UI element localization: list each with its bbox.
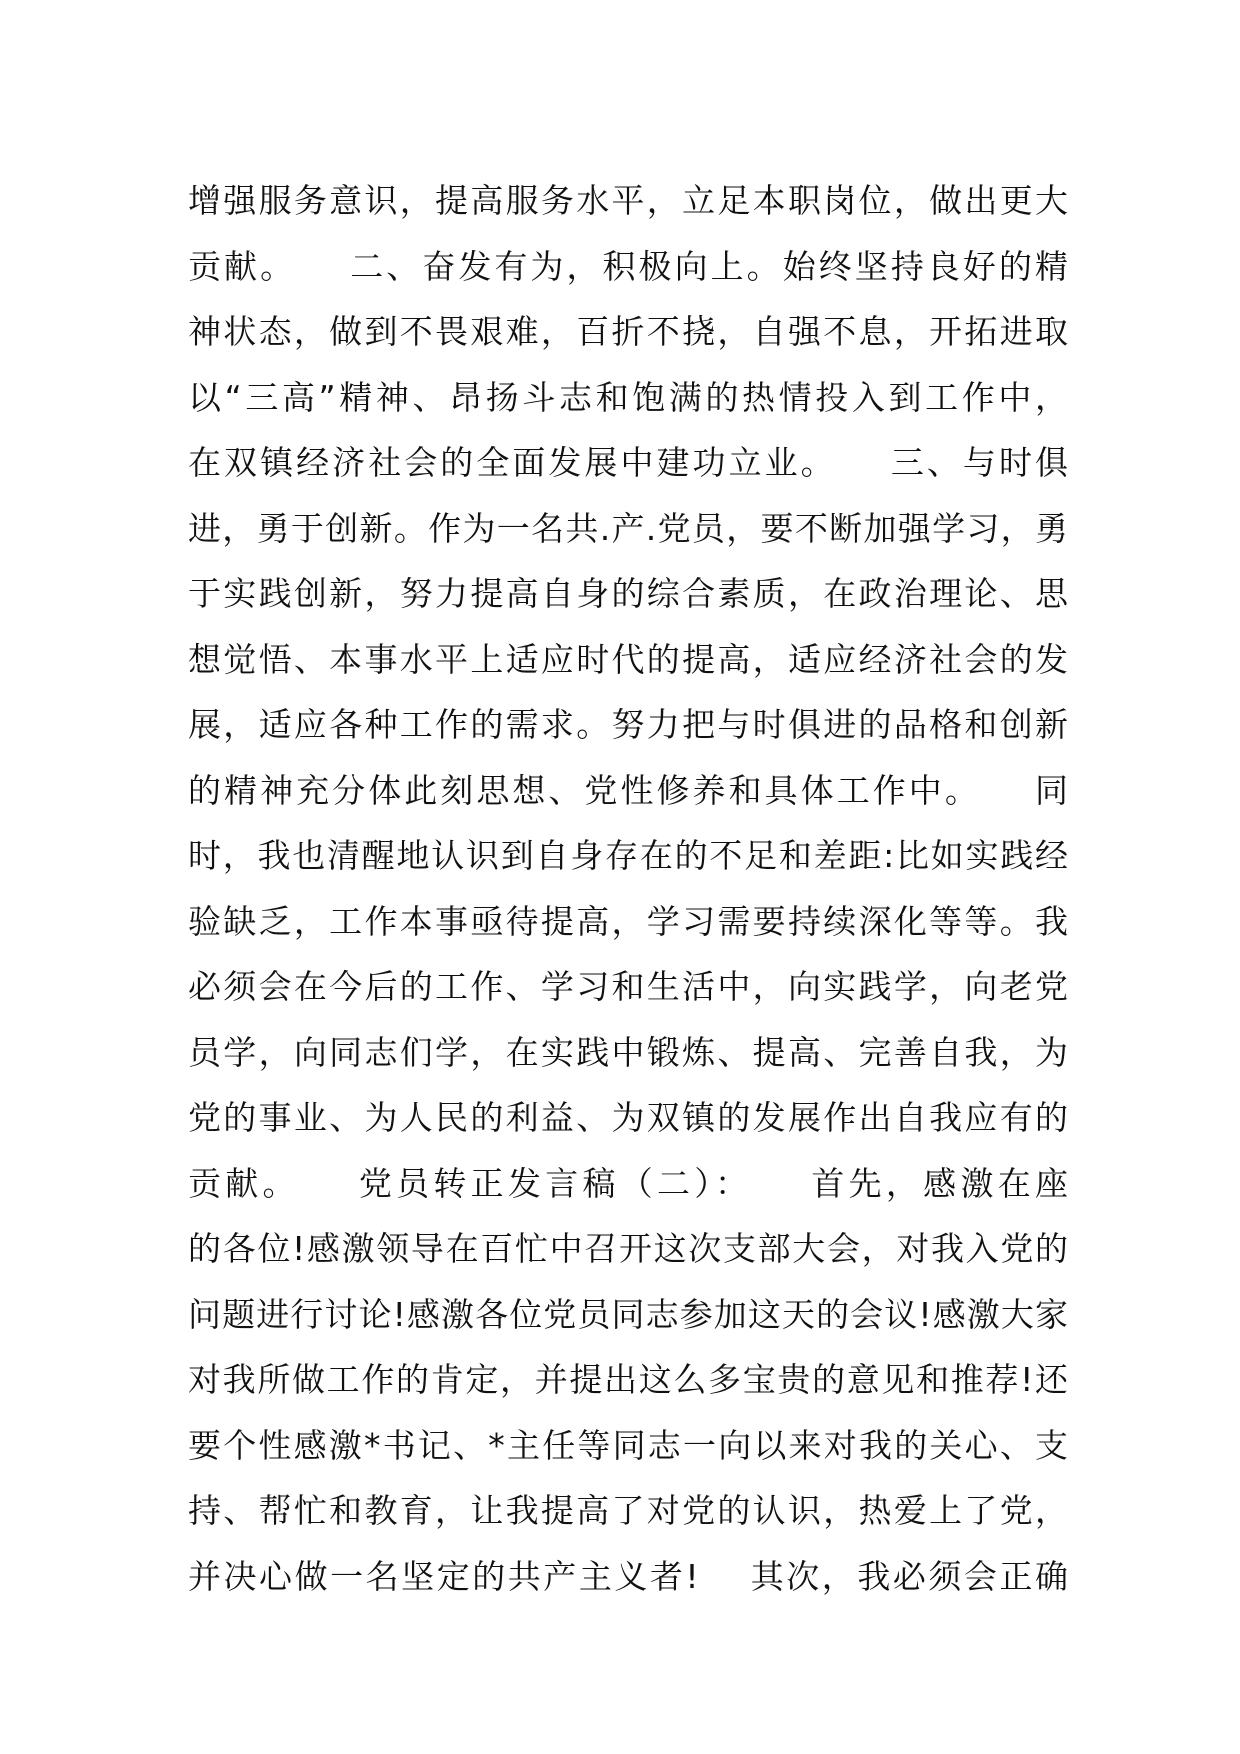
text-line: 问题进行讨论!感激各位党员同志参加这天的会议!感激大家 [188, 1294, 1068, 1334]
text-line: 贡献。 二、奋发有为，积极向上。始终坚持良好的精 [188, 246, 1068, 286]
text-line: 于实践创新，努力提高自身的综合素质，在政治理论、思 [188, 574, 1068, 613]
text-line: 展，适应各种工作的需求。努力把与时俱进的品格和创新 [188, 705, 1068, 744]
text-line: 时，我也清醒地认识到自身存在的不足和差距:比如实践经 [188, 836, 1068, 875]
text-line: 的精神充分体此刻思想、党性修养和具体工作中。 同 [188, 770, 1068, 810]
text-line: 进，勇于创新。作为一名共.产.党员，要不断加强学习，勇 [188, 508, 1068, 548]
text-line: 必须会在今后的工作、学习和生活中，向实践学，向老党 [188, 967, 1068, 1006]
text-line: 验缺乏，工作本事亟待提高，学习需要持续深化等等。我 [188, 901, 1068, 941]
text-line: 在双镇经济社会的全面发展中建功立业。 三、与时俱 [188, 443, 1068, 482]
text-line: 并决心做一名坚定的共产主义者! 其次，我必须会正确 [188, 1556, 1068, 1596]
text-line: 以“三高”精神、昂扬斗志和饱满的热情投入到工作中， [188, 377, 1068, 417]
text-line: 神状态，做到不畏艰难，百折不挠，自强不息，开拓进取 [188, 312, 1068, 351]
text-line: 的各位!感激领导在百忙中召开这次支部大会，对我入党的 [188, 1229, 1068, 1268]
text-line: 贡献。 党员转正发言稿（二）： 首先，感激在座 [188, 1163, 1068, 1203]
text-line: 员学，向同志们学，在实践中锻炼、提高、完善自我，为 [188, 1032, 1068, 1072]
text-line: 想觉悟、本事水平上适应时代的提高，适应经济社会的发 [188, 639, 1068, 679]
text-line: 持、帮忙和教育，让我提高了对党的认识，热爱上了党， [188, 1491, 1068, 1530]
text-line: 党的事业、为人民的利益、为双镇的发展作出自我应有的 [188, 1098, 1068, 1137]
text-line: 要个性感激*书记、*主任等同志一向以来对我的关心、支 [188, 1425, 1068, 1465]
text-line: 对我所做工作的肯定，并提出这么多宝贵的意见和推荐!还 [188, 1360, 1068, 1399]
text-line: 增强服务意识，提高服务水平，立足本职岗位，做出更大 [188, 181, 1068, 220]
body-text [188, 168, 1068, 1609]
